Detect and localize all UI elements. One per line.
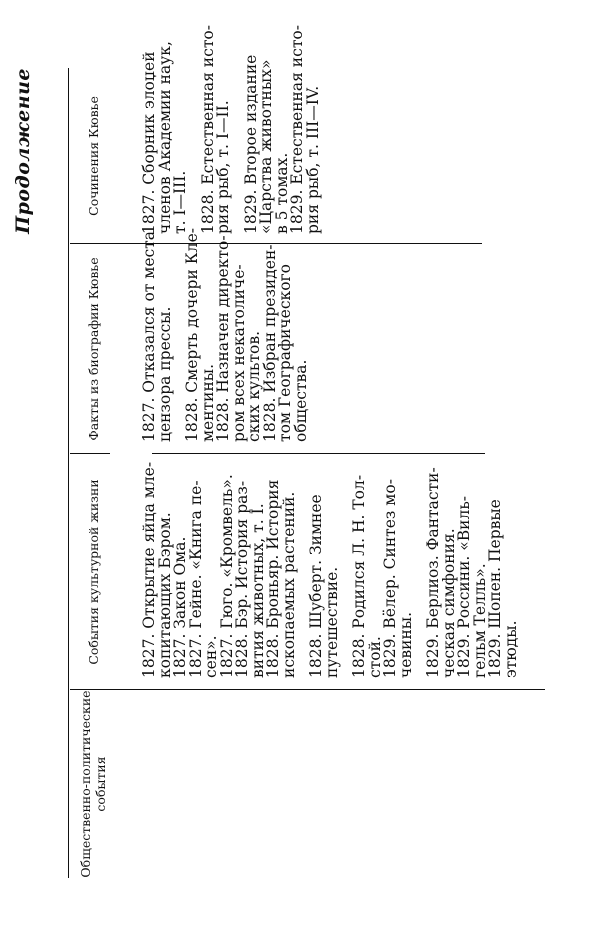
culture-entry-line: стой. [365,636,384,678]
works-entry-line: 1828. Естественная исто- [198,25,217,234]
column-header-culture: События культурной жизни [85,479,101,665]
column-divider-1 [70,689,545,690]
works-entry-line: рия рыб, т. III—IV. [303,85,322,234]
culture-entry-line: гельм Телль». [470,563,489,678]
works-entry-line: 1827. Сборник элоџей [140,51,158,234]
culture-entry [383,458,414,678]
biography-entry-line: ром всех некатоличе- [229,264,248,442]
culture-entry-line: путешествие. [322,566,341,678]
culture-entry-line: 1827. Закон Ома. [171,536,189,678]
biography-entry-line: 1828. Смерть дочери Кле- [183,228,201,442]
culture-entry-line: 1827. Открытие яйца мле- [140,461,158,678]
biography-entry-line: том Географического [276,264,294,442]
culture-entry-line: сен». [202,635,220,678]
culture-entry-line: 1829. Вёлер. Синтез мо- [381,479,399,678]
culture-entry-line: 1829. Берлиоз. Фантасти- [424,467,442,678]
culture-entry-line: 1827. Гюго. «Кромвель». [217,474,236,678]
culture-entry-line: 1829. Шопен. Первые [486,499,504,678]
culture-entry-line: вития животных, т. I. [248,503,267,678]
biography-entry [140,231,174,442]
culture-entry-line: 1827. Гейне. «Книга пе- [186,480,205,678]
culture-entry [235,458,266,678]
works-entry-line: в 5 томах. [272,152,291,234]
biography-entry-line: общества. [291,359,310,442]
culture-entry-line: 1828. Бэр. История раз- [233,480,251,678]
biography-entry-line: 1828. Избран президен- [260,244,279,442]
works-entry-line: «Царства животных» [257,59,275,234]
works-entry [140,41,189,234]
column-divider-2 [152,453,485,454]
biography-entry [260,244,310,442]
culture-entry-line: ческая симфония. [439,528,458,678]
biography-entry-line: 1827. Отказался от места [140,231,158,442]
column-divider-2-head [70,453,110,454]
works-entry-line: рия рыб, т. I—II. [214,100,232,234]
works-entry [241,54,291,234]
culture-entry-line: этюды. [501,620,520,678]
biography-column [140,228,310,442]
culture-entry [309,458,340,678]
works-column [140,25,322,234]
culture-entry [142,458,173,678]
culture-entry-line: ископаемых растений. [279,491,298,678]
culture-entry-line: копитающих Бэром. [155,512,174,678]
culture-entry [488,458,519,678]
biography-entry-line: цензора прессы. [155,306,174,442]
column-header-biography: Факты из биографии Кювье [85,257,101,441]
culture-entry [266,458,297,678]
works-entry-line: 1829. Естественная исто- [288,25,306,234]
works-entry [288,25,322,234]
culture-entry-line: чевины. [396,611,415,678]
culture-entry-line: 1828. Шуберт. Зимнее [307,494,325,678]
culture-entry-line: 1828. Родился Л. Н. Тол- [350,474,368,678]
biography-entry-line: 1828. Назначен директо- [214,235,232,442]
culture-entry [426,458,457,678]
biography-entry-line: ментины. [198,363,217,442]
culture-entry [186,458,220,678]
biography-entry [214,235,263,442]
biography-entry [183,228,217,442]
biography-entry-line: ских культов. [245,330,263,442]
works-entry [198,25,232,234]
culture-entry-line: 1829. Россини. «Виль- [455,496,473,678]
column-header-political: Общественно-политические события [78,690,108,878]
culture-entry [352,458,383,678]
column-header-works: Сочинения Кювье [85,96,101,216]
works-entry-line: т. I—III. [171,170,189,234]
culture-entry-line: 1828. Броньяр. История [264,479,282,678]
works-entry-line: 1829. Второе издание [241,54,260,234]
culture-entry [457,458,488,678]
header-top-rule [68,68,69,878]
works-entry-line: членов Академии наук, [155,41,174,234]
continuation-heading: Продолжение [12,68,34,234]
culture-column [142,458,519,678]
